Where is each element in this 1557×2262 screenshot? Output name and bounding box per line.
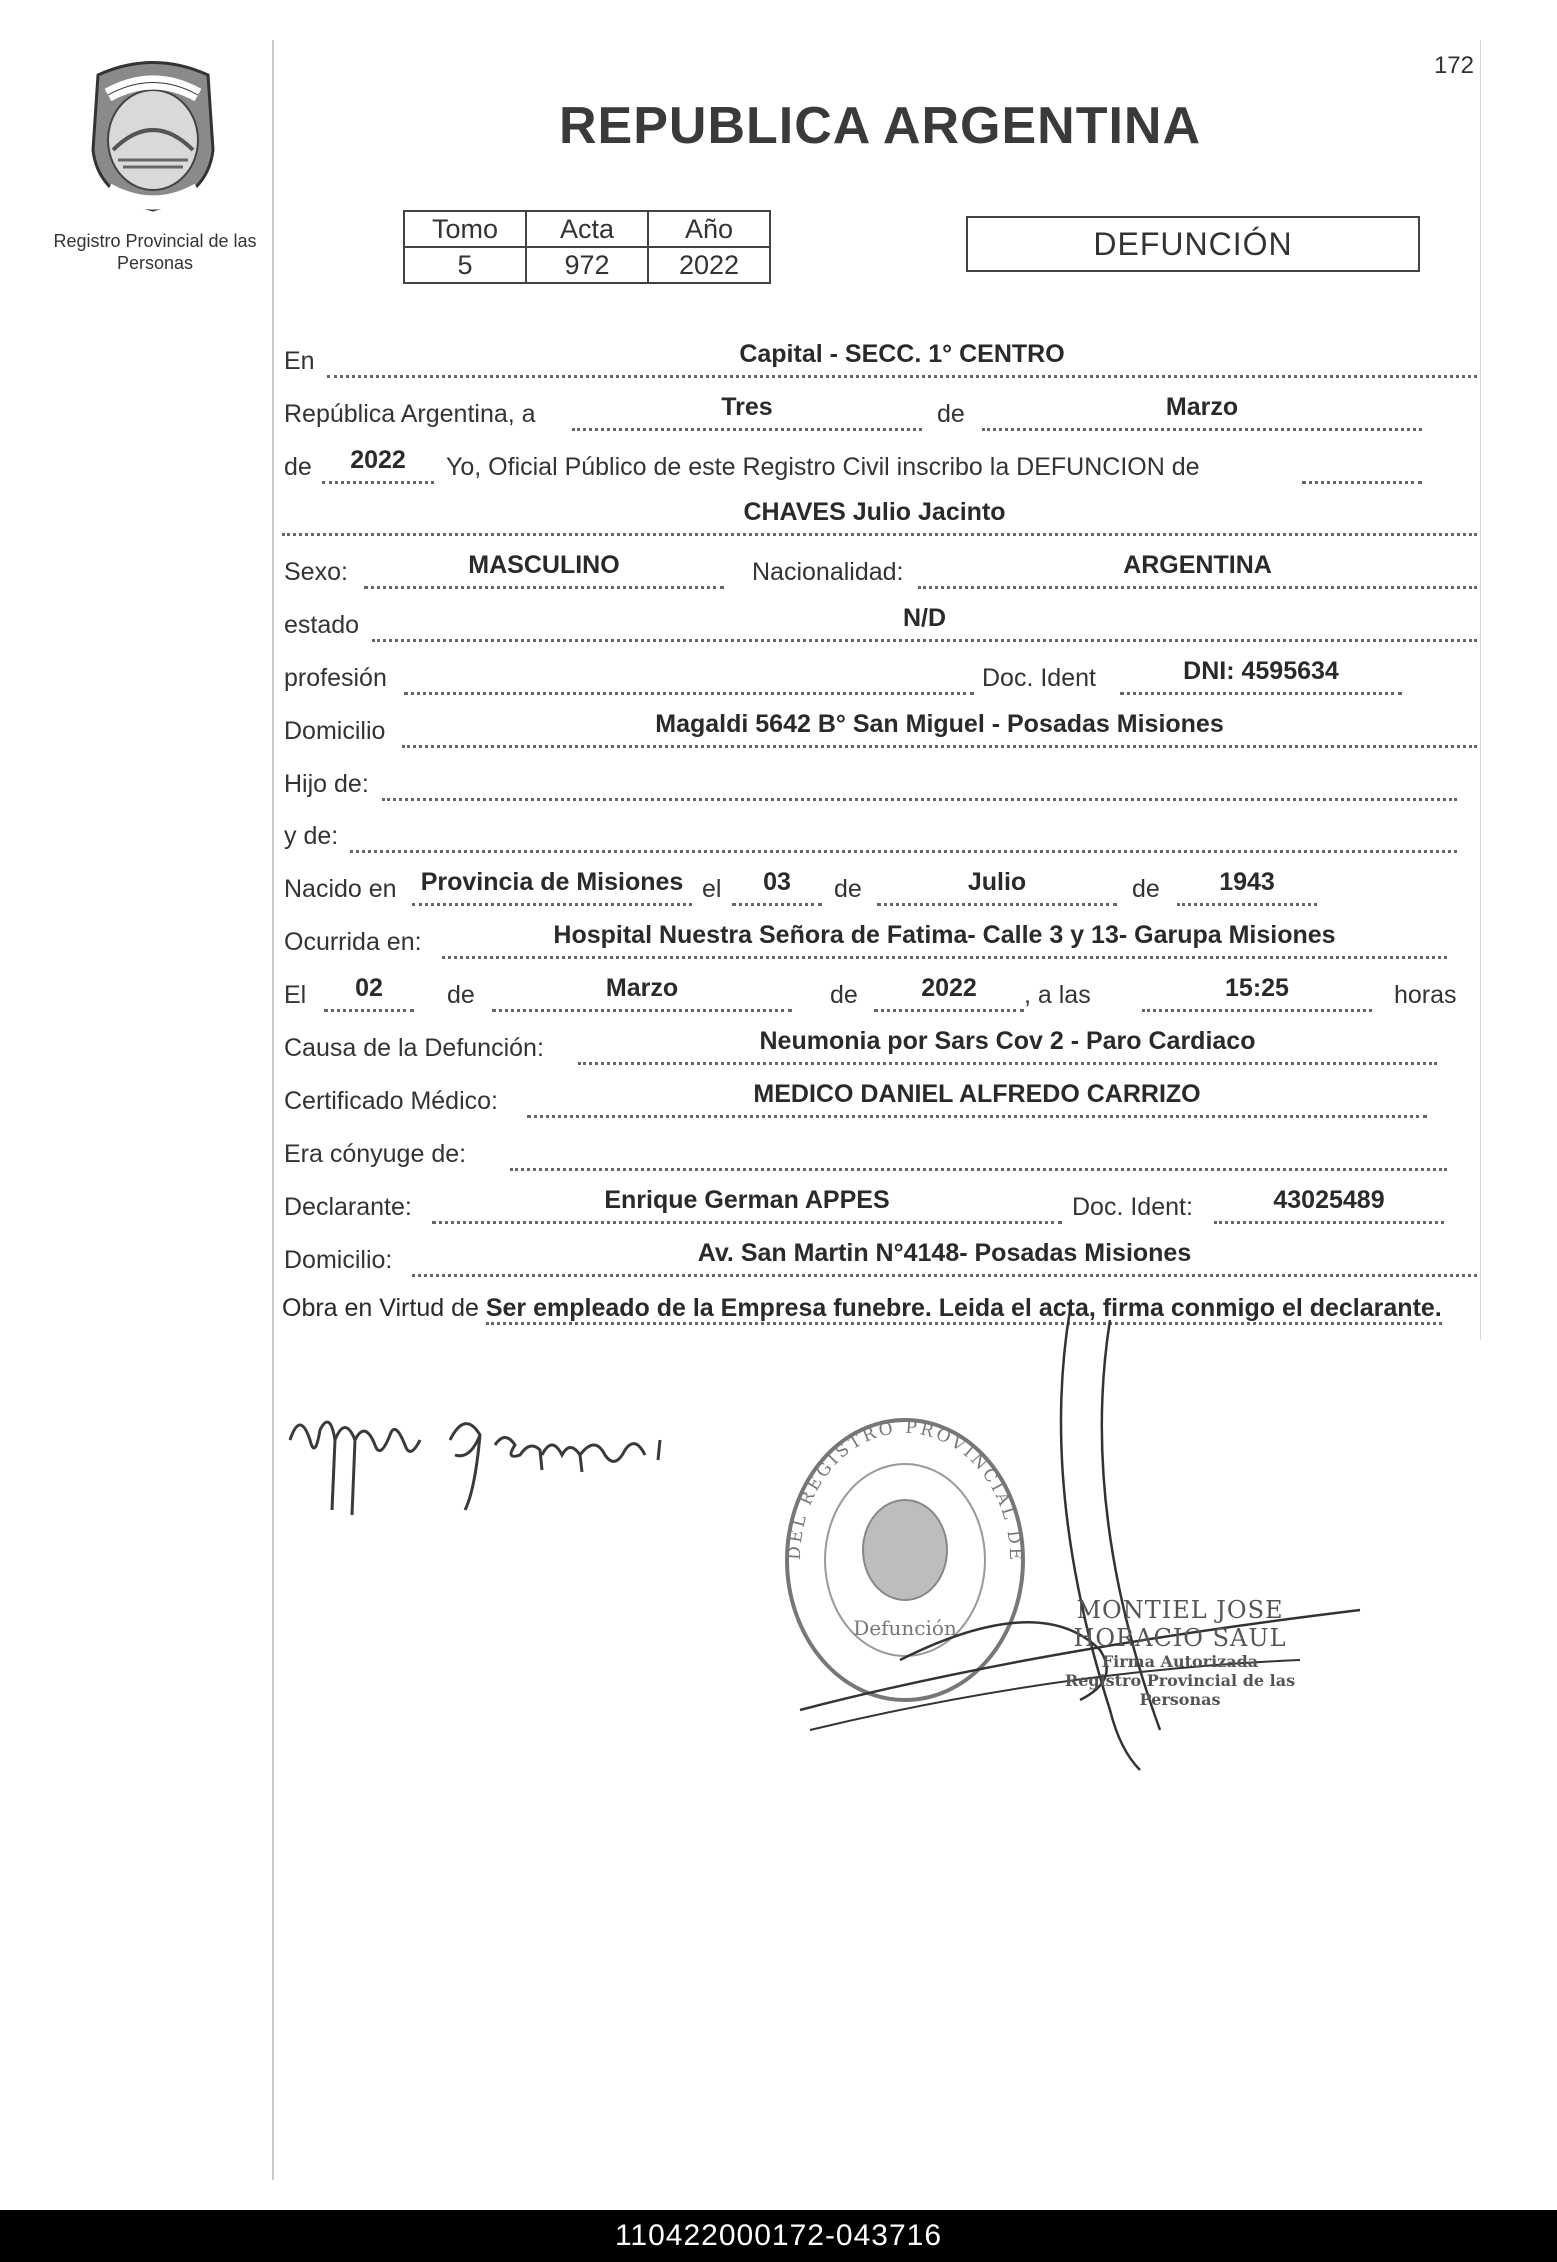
label-republica: República Argentina, a [284, 400, 536, 428]
header-tomo: Tomo [404, 211, 526, 247]
label-el-cap: El [284, 981, 307, 1009]
header-acta: Acta [526, 211, 648, 247]
label-domicilio: Domicilio [284, 717, 386, 745]
row-causa [282, 1027, 1477, 1067]
label-doc-ident: Doc. Ident [982, 664, 1096, 692]
field-hora: 15:25 [1142, 973, 1372, 1012]
label-de-anio-def: de [830, 981, 858, 1009]
field-blank-oficial [1302, 445, 1422, 484]
right-margin-line [1480, 40, 1481, 1340]
seal-inner-text: Defunción [853, 1616, 957, 1640]
label-hijo-de: Hijo de: [284, 770, 369, 798]
officer-role: Firma Autorizada [1101, 1652, 1259, 1671]
field-declarante-domicilio: Av. San Martin N°4148- Posadas Misiones [412, 1238, 1477, 1277]
row-declarante [282, 1186, 1477, 1226]
field-fallec-dia: 02 [324, 973, 414, 1012]
field-nacido-anio: 1943 [1177, 867, 1317, 906]
row-nombre [282, 498, 1477, 538]
field-estado: N/D [372, 603, 1477, 642]
row-hijo-de [282, 763, 1477, 803]
label-estado: estado [284, 611, 360, 639]
row-profesion [282, 657, 1477, 697]
field-causa: Neumonia por Sars Cov 2 - Paro Cardiaco [578, 1026, 1437, 1065]
label-ocurrida-en: Ocurrida en: [284, 928, 422, 956]
label-el: el [702, 875, 722, 903]
field-y-de [350, 814, 1457, 853]
authorized-officer-stamp [1030, 1596, 1330, 1709]
row-nacimiento [282, 868, 1477, 908]
field-nombre: CHAVES Julio Jacinto [282, 497, 1477, 536]
field-nacido-lugar: Provincia de Misiones [412, 867, 692, 906]
left-margin-line [272, 40, 274, 2180]
field-dia-letras: Tres [572, 392, 922, 431]
officer-signature [780, 1290, 1380, 1790]
field-hijo-de [382, 762, 1457, 801]
label-y-de: y de: [284, 822, 339, 850]
label-horas: horas [1394, 981, 1457, 1009]
record-table-header-row [404, 211, 770, 247]
record-table-value-row [404, 247, 770, 283]
header-anio: Año [648, 211, 770, 247]
row-conyuge [282, 1133, 1477, 1173]
document-code-footer: 110422000172-043716 [0, 2210, 1557, 2262]
field-certificado: MEDICO DANIEL ALFREDO CARRIZO [527, 1079, 1427, 1118]
value-anio: 2022 [648, 247, 770, 283]
label-de-anio-nac: de [1132, 875, 1160, 903]
label-sexo: Sexo: [284, 558, 348, 586]
field-fallec-anio: 2022 [874, 973, 1024, 1012]
field-lugar: Capital - SECC. 1° CENTRO [327, 339, 1477, 378]
row-sexo [282, 551, 1477, 591]
field-nacionalidad: ARGENTINA [918, 550, 1477, 589]
value-acta: 972 [526, 247, 648, 283]
label-obra: Obra en Virtud de [282, 1294, 479, 1322]
label-doc-ident-declarante: Doc. Ident: [1072, 1193, 1193, 1221]
field-ocurrida-en: Hospital Nuestra Señora de Fatima- Calle 3 y 13- Garupa Misiones [442, 920, 1447, 959]
document-title: REPUBLICA ARGENTINA [558, 97, 1202, 155]
label-nacionalidad: Nacionalidad: [752, 558, 904, 586]
label-de: de [937, 400, 965, 428]
label-nacido-en: Nacido en [284, 875, 397, 903]
row-domicilio-declarante [282, 1239, 1477, 1279]
label-en: En [284, 347, 315, 375]
label-de-mes-def: de [447, 981, 475, 1009]
label-causa: Causa de la Defunción: [284, 1034, 544, 1062]
field-doc-ident: DNI: 4595634 [1120, 656, 1402, 695]
label-declarante: Declarante: [284, 1193, 412, 1221]
record-reference-table [403, 210, 771, 284]
row-certificado [282, 1080, 1477, 1120]
label-conyuge: Era cónyuge de: [284, 1140, 467, 1168]
field-profesion [404, 656, 974, 695]
declarant-signature [280, 1400, 700, 1530]
label-a-las: , a las [1024, 981, 1091, 1009]
row-ocurrida [282, 921, 1477, 961]
officer-organization: Registro Provincial de las Personas [1064, 1671, 1296, 1709]
field-obra: Ser empleado de la Empresa funebre. Leida el acta, firma conmigo el declarante. [486, 1294, 1442, 1325]
field-nacido-mes: Julio [877, 867, 1117, 906]
row-fecha-defuncion [282, 974, 1477, 1014]
field-sexo: MASCULINO [364, 550, 724, 589]
label-domicilio-declarante: Domicilio: [284, 1246, 393, 1274]
row-oficial [282, 446, 1477, 486]
seal-ring-text: DEL REGISTRO PROVINCIAL DE [784, 1417, 1026, 1564]
field-declarante: Enrique German APPES [432, 1185, 1062, 1224]
field-anio: 2022 [322, 445, 434, 484]
value-tomo: 5 [404, 247, 526, 283]
label-de-anio: de [284, 453, 312, 481]
label-de-mes-nac: de [834, 875, 862, 903]
page-number: 172 [1433, 52, 1474, 79]
field-domicilio: Magaldi 5642 B° San Miguel - Posadas Misiones [402, 709, 1477, 748]
field-nacido-dia: 03 [732, 867, 822, 906]
field-mes: Marzo [982, 392, 1422, 431]
row-domicilio [282, 710, 1477, 750]
label-certificado: Certificado Médico: [284, 1087, 498, 1115]
label-oficial: Yo, Oficial Público de este Registro Civil inscribo la DEFUNCION de [446, 453, 1200, 481]
label-profesion: profesión [284, 664, 387, 692]
province-coat-of-arms-logo [78, 55, 228, 215]
row-y-de [282, 815, 1477, 855]
field-conyuge [510, 1132, 1447, 1171]
row-lugar [282, 340, 1477, 380]
field-declarante-doc: 43025489 [1214, 1185, 1444, 1224]
officer-name: MONTIEL JOSE HORACIO SAUL [1073, 1596, 1287, 1652]
agency-name: Registro Provincial de las Personas [53, 231, 257, 273]
record-type-box: DEFUNCIÓN [966, 216, 1420, 272]
row-fecha-inscripcion [282, 393, 1477, 433]
row-estado [282, 604, 1477, 644]
field-fallec-mes: Marzo [492, 973, 792, 1012]
coat-of-arms-icon [78, 55, 228, 215]
